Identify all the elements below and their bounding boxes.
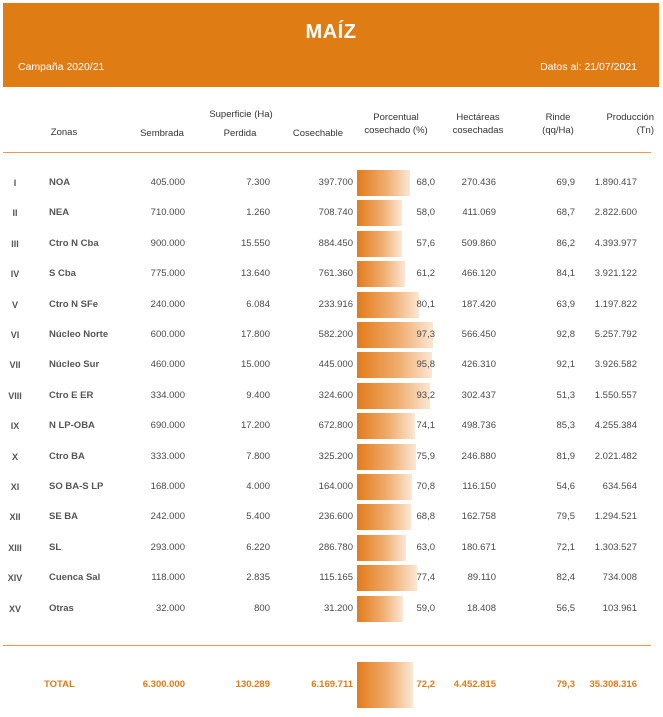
pct-bar [357, 231, 402, 257]
zone-name: NOA [49, 177, 71, 188]
header-superficie: Superficie (Ha) [209, 109, 273, 120]
cell-cosechable: 115.165 [319, 572, 353, 584]
cell-perdida: 5.400 [246, 511, 270, 523]
cell-produccion: 1.294.521 [594, 511, 637, 523]
total-hectareas: 4.452.815 [453, 679, 496, 690]
pct-bar [357, 413, 415, 439]
cell-rinde: 82,4 [556, 572, 575, 584]
cell-perdida: 17.200 [240, 420, 270, 432]
cell-cosechable: 324.600 [318, 389, 353, 401]
cell-sembrada: 333.000 [150, 450, 185, 462]
cell-sembrada: 710.000 [150, 207, 185, 219]
cell-cosechable: 233.916 [318, 298, 353, 310]
cell-rinde: 51,3 [556, 389, 575, 401]
zone-name: Núcleo Norte [49, 329, 109, 340]
cell-produccion: 5.257.792 [594, 329, 637, 340]
zone-name: N LP-OBA [49, 420, 95, 432]
zone-name: Ctro BA [49, 450, 85, 462]
header-rinde-line1: Rinde [545, 112, 571, 123]
campaign-label: Campaña 2020/21 [18, 61, 105, 73]
cell-rinde: 92,1 [556, 359, 575, 371]
pct-value: 61,2 [416, 268, 435, 280]
cell-pct [357, 504, 435, 530]
header-cosechable: Cosechable [292, 128, 344, 139]
total-pct-value: 72,2 [416, 679, 435, 690]
cell-pct [357, 352, 435, 378]
header-hectareas [442, 111, 514, 137]
title-banner [3, 3, 659, 87]
table-row [0, 350, 663, 380]
pct-value: 95,8 [416, 359, 435, 371]
header-porcentual-line1: Porcentual [373, 112, 419, 123]
zone-name: SE BA [49, 511, 79, 523]
cell-rinde: 68,7 [556, 207, 575, 219]
cell-cosechable: 286.780 [318, 541, 353, 553]
cell-sembrada: 240.000 [150, 298, 185, 310]
zone-name: Cuenca Sal [49, 572, 101, 584]
cell-hectareas: 162.758 [461, 511, 496, 523]
cell-perdida: 13.640 [240, 268, 270, 280]
cell-cosechable: 761.360 [318, 268, 353, 280]
cell-produccion: 1.303.527 [594, 541, 637, 553]
cell-rinde: 86,2 [556, 237, 575, 249]
header-porcentual [356, 111, 436, 137]
zone-number: IX [10, 421, 20, 432]
cell-pct [357, 322, 435, 348]
header-hectareas-line2: cosechadas [452, 125, 504, 136]
pct-value: 74,1 [416, 420, 435, 432]
table-row [0, 198, 663, 228]
pct-bar [357, 535, 406, 561]
header-zonas: Zonas [50, 127, 78, 138]
pct-bar [357, 444, 416, 470]
table-row [0, 502, 663, 532]
total-label: TOTAL [44, 679, 75, 690]
cell-produccion: 103.961 [602, 602, 637, 614]
cell-sembrada: 600.000 [150, 329, 185, 340]
cell-sembrada: 168.000 [150, 481, 185, 492]
cell-hectareas: 187.420 [461, 298, 496, 310]
cell-cosechable: 884.450 [318, 237, 353, 249]
table-row [0, 594, 663, 624]
cell-hectareas: 246.880 [461, 450, 496, 462]
cell-pct [357, 170, 435, 196]
cell-pct [357, 565, 435, 591]
cell-pct [357, 200, 435, 226]
cell-hectareas: 302.437 [461, 389, 496, 401]
zone-name: SO BA-S LP [49, 481, 104, 492]
table-row [0, 381, 663, 411]
total-pct-bar [357, 662, 413, 708]
cell-sembrada: 460.000 [150, 359, 185, 371]
cell-sembrada: 293.000 [150, 541, 185, 553]
cell-rinde: 85,3 [556, 420, 575, 432]
cell-produccion: 3.921.122 [594, 268, 637, 280]
header-rinde [532, 111, 584, 137]
zone-number: VIII [8, 390, 22, 401]
cell-sembrada: 118.000 [151, 572, 185, 584]
cell-cosechable: 708.740 [318, 207, 353, 219]
cell-cosechable: 325.200 [318, 450, 353, 462]
header-produccion-line1: Producción [606, 112, 654, 123]
table-row [0, 442, 663, 472]
cell-rinde: 69,9 [556, 177, 575, 188]
table-row [0, 259, 663, 289]
cell-pct [357, 383, 435, 409]
cell-hectareas: 509.860 [461, 237, 496, 249]
table-row [0, 411, 663, 441]
total-sembrada: 6.300.000 [142, 679, 185, 690]
cell-pct [357, 231, 435, 257]
zone-number: XV [8, 603, 21, 614]
total-cosechable: 6.169.711 [311, 679, 353, 690]
cell-produccion: 1.890.417 [594, 177, 637, 188]
cell-hectareas: 498.736 [461, 420, 496, 432]
cell-hectareas: 466.120 [461, 268, 496, 280]
zone-number: X [11, 451, 18, 462]
cell-hectareas: 116.150 [462, 481, 496, 492]
header-perdida: Perdida [223, 128, 257, 139]
cell-rinde: 56,5 [556, 602, 575, 614]
pct-value: 63,0 [416, 541, 435, 553]
cell-sembrada: 690.000 [150, 420, 185, 432]
zone-name: Ctro N SFe [49, 298, 99, 310]
pct-value: 59,0 [416, 602, 435, 614]
cell-rinde: 54,6 [556, 481, 575, 492]
cell-produccion: 2.021.482 [594, 450, 637, 462]
cell-perdida: 800 [254, 602, 270, 614]
total-pct-cell [357, 662, 435, 708]
cell-perdida: 15.550 [240, 237, 270, 249]
zone-number: XIII [8, 542, 22, 553]
cell-cosechable: 236.600 [318, 511, 353, 523]
zone-number: III [11, 238, 19, 249]
cell-perdida: 6.084 [246, 298, 270, 310]
cell-cosechable: 445.000 [318, 359, 353, 371]
cell-hectareas: 411.069 [462, 207, 496, 219]
pct-bar [357, 292, 419, 318]
pct-value: 70,8 [416, 481, 435, 492]
cell-rinde: 84,1 [556, 268, 575, 280]
header-divider [3, 152, 651, 153]
cell-pct [357, 292, 435, 318]
cell-produccion: 2.822.600 [594, 207, 637, 219]
cell-cosechable: 31.200 [323, 602, 353, 614]
cell-produccion: 1.197.822 [594, 298, 637, 310]
zone-number: II [12, 208, 18, 219]
cell-perdida: 15.000 [240, 359, 270, 371]
zone-name: Otras [49, 602, 74, 614]
cell-perdida: 7.800 [246, 450, 270, 462]
pct-value: 57,6 [416, 237, 435, 249]
cell-sembrada: 242.000 [150, 511, 185, 523]
header-sembrada: Sembrada [140, 128, 184, 139]
cell-cosechable: 582.200 [318, 329, 353, 340]
cell-perdida: 2.835 [246, 572, 270, 584]
cell-rinde: 63,9 [556, 298, 575, 310]
cell-sembrada: 775.000 [150, 268, 185, 280]
zone-name: Núcleo Sur [49, 359, 100, 371]
pct-value: 68,0 [416, 177, 435, 188]
zone-number: XI [10, 482, 20, 492]
cell-produccion: 634.564 [602, 481, 637, 492]
total-perdida: 130.289 [235, 679, 270, 690]
header-produccion [592, 111, 654, 137]
cell-hectareas: 18.408 [466, 602, 496, 614]
cell-sembrada: 405.000 [150, 177, 185, 188]
header-porcentual-line2: cosechado (%) [364, 125, 428, 136]
cell-perdida: 4.000 [246, 481, 270, 492]
cell-sembrada: 900.000 [150, 237, 185, 249]
cell-perdida: 7.300 [246, 177, 270, 188]
page-title: MAÍZ [305, 21, 357, 43]
pct-bar [357, 200, 402, 226]
zone-name: S Cba [49, 268, 76, 280]
pct-bar [357, 261, 405, 287]
pct-bar [357, 170, 410, 196]
cell-cosechable: 672.800 [318, 420, 353, 432]
total-produccion: 35.308.316 [589, 679, 637, 690]
total-divider [3, 645, 651, 646]
zone-number: VI [10, 330, 20, 340]
cell-pct [357, 596, 435, 622]
pct-bar [357, 474, 412, 500]
pct-value: 97,3 [416, 329, 435, 340]
total-rinde: 79,3 [556, 679, 575, 690]
cell-pct [357, 444, 435, 470]
table-row [0, 533, 663, 563]
zone-number: XII [9, 512, 21, 523]
cell-sembrada: 334.000 [150, 389, 185, 401]
cell-pct [357, 474, 435, 500]
zone-number: IV [10, 269, 20, 280]
cell-rinde: 92,8 [556, 329, 575, 340]
cell-perdida: 17.800 [240, 329, 270, 340]
zone-number: V [11, 299, 18, 310]
cell-perdida: 6.220 [246, 541, 270, 553]
total-row [0, 662, 663, 708]
pct-value: 80,1 [416, 298, 435, 310]
table-row [0, 168, 663, 198]
zone-name: NEA [49, 207, 70, 219]
pct-bar [357, 565, 417, 591]
zone-number: I [13, 178, 17, 188]
zone-name: SL [49, 541, 62, 553]
header-produccion-line2: (Tn) [636, 125, 654, 136]
data-date-label: Datos al: 21/07/2021 [540, 61, 637, 73]
cell-produccion: 4.255.384 [594, 420, 637, 432]
cell-pct [357, 535, 435, 561]
table-row [0, 290, 663, 320]
cell-hectareas: 89.110 [467, 572, 496, 584]
header-rinde-line2: (qq/Ha) [542, 125, 574, 136]
zone-number: XIV [7, 573, 23, 584]
cell-sembrada: 32.000 [155, 602, 185, 614]
cell-produccion: 3.926.582 [594, 359, 637, 371]
cell-perdida: 1.260 [246, 207, 270, 219]
cell-rinde: 72,1 [556, 541, 575, 553]
pct-value: 68,8 [416, 511, 435, 523]
cell-hectareas: 180.671 [461, 541, 496, 553]
pct-value: 77,4 [416, 572, 435, 584]
cell-hectareas: 566.450 [461, 329, 496, 340]
cell-perdida: 9.400 [246, 389, 270, 401]
cell-rinde: 79,5 [556, 511, 575, 523]
cell-rinde: 81,9 [556, 450, 575, 462]
pct-bar [357, 504, 411, 530]
pct-bar [357, 596, 403, 622]
cell-produccion: 4.393.977 [594, 237, 637, 249]
table-row [0, 320, 663, 350]
cell-produccion: 1.550.557 [594, 389, 637, 401]
table-row [0, 563, 663, 593]
zone-name: Ctro E ER [49, 389, 94, 401]
cell-cosechable: 164.000 [318, 481, 353, 492]
zone-name: Ctro N Cba [49, 237, 99, 249]
cell-pct [357, 261, 435, 287]
cell-produccion: 734.008 [602, 572, 637, 584]
pct-value: 58,0 [416, 207, 435, 219]
header-hectareas-line1: Hectáreas [456, 112, 500, 123]
table-row [0, 229, 663, 259]
cell-pct [357, 413, 435, 439]
pct-value: 75,9 [416, 450, 435, 462]
cell-hectareas: 270.436 [461, 177, 496, 188]
zone-number: VII [9, 360, 21, 371]
table-row [0, 472, 663, 502]
cell-hectareas: 426.310 [461, 359, 496, 371]
cell-cosechable: 397.700 [318, 177, 353, 188]
pct-value: 93,2 [416, 389, 435, 401]
